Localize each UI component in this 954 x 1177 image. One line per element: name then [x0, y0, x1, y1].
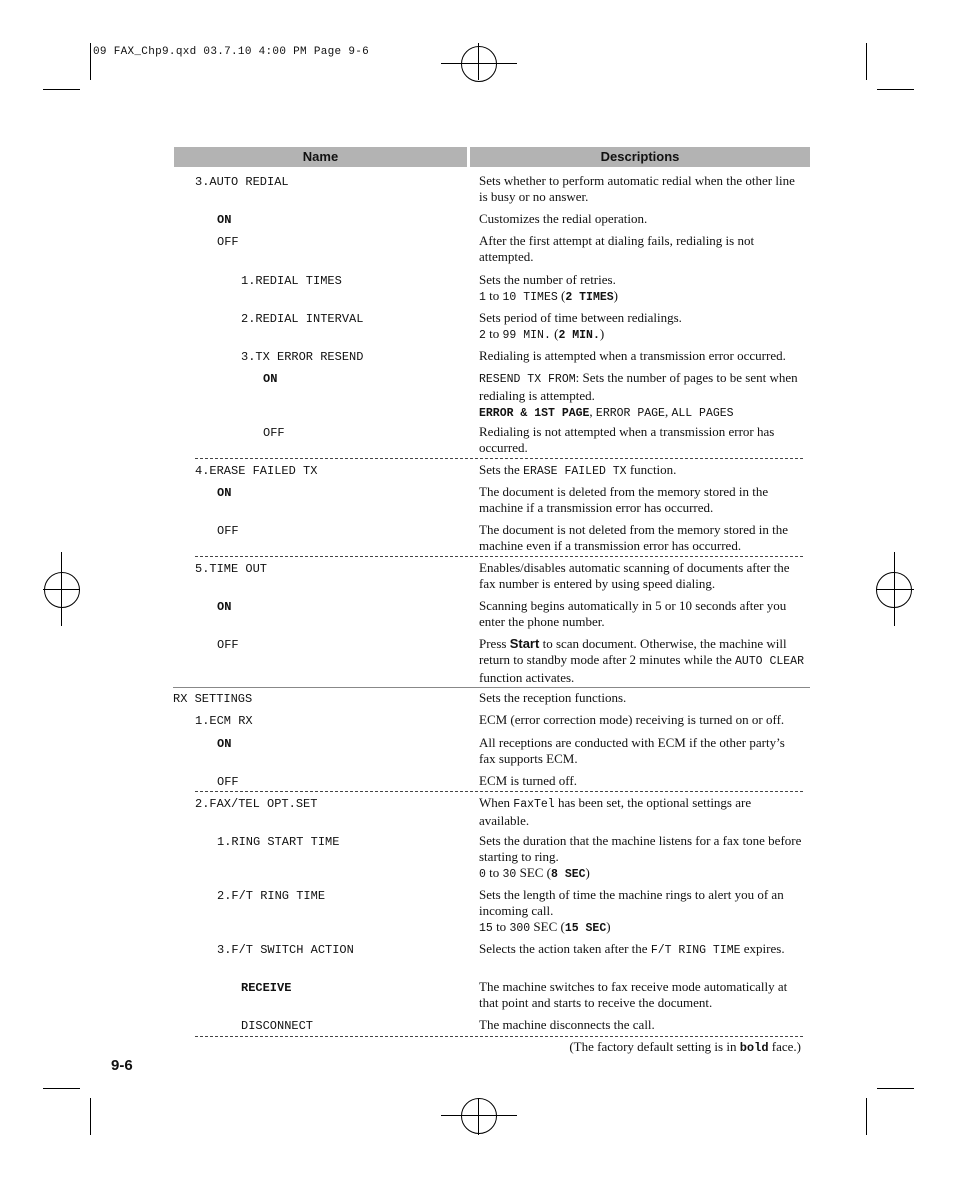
setting-description: When FaxTel has been set, the optional settings are available.: [479, 795, 752, 828]
setting-name: OFF: [217, 235, 239, 249]
setting-description: ECM (error correction mode) receiving is turned on or off.: [479, 712, 785, 727]
setting-name: ON: [217, 486, 232, 500]
setting-name: 3.F/T SWITCH ACTION: [217, 943, 354, 957]
setting-description: Enables/disables automatic scanning of documents after the fax number is entered by using speed dialing.: [479, 560, 790, 591]
setting-description: After the first attempt at dialing fails, redialing is not attempted.: [479, 233, 755, 264]
crop-mark: [43, 1088, 80, 1089]
crop-mark: [90, 43, 91, 80]
setting-name: RX SETTINGS: [173, 692, 253, 706]
row-divider: [195, 556, 803, 557]
setting-description: Sets the duration that the machine listens for a fax tone before starting to ring. 0 to 30 SEC (8 SEC): [479, 833, 802, 881]
setting-description: Selects the action taken after the F/T RING TIME expires.: [479, 941, 785, 957]
setting-name: 1.REDIAL TIMES: [241, 274, 342, 288]
setting-name: 3.AUTO REDIAL: [195, 175, 289, 189]
setting-name: OFF: [217, 638, 239, 652]
setting-name: 4.ERASE FAILED TX: [195, 464, 318, 478]
row-divider: [195, 791, 803, 792]
setting-description: RESEND TX FROM: Sets the number of pages to be sent when redialing is attempted. ERROR & 1ST PAGE, ERROR PAGE, ALL PAGES: [479, 370, 798, 420]
setting-name: 2.REDIAL INTERVAL: [241, 312, 364, 326]
setting-description: All receptions are conducted with ECM if the other party’s fax supports ECM.: [479, 735, 785, 766]
column-header-descriptions: Descriptions: [470, 147, 810, 167]
setting-description: The document is not deleted from the memory stored in the machine even if a transmission error has occurred.: [479, 522, 789, 553]
setting-description: The document is deleted from the memory stored in the machine if a transmission error has occurred.: [479, 484, 769, 515]
setting-description: Sets the ERASE FAILED TX function.: [479, 462, 677, 478]
setting-name: OFF: [217, 524, 239, 538]
crop-mark: [866, 43, 867, 80]
setting-description: Sets whether to perform automatic redial when the other line is busy or no answer.: [479, 173, 795, 204]
column-header-name: Name: [174, 147, 467, 167]
setting-description: Sets the reception functions.: [479, 690, 627, 705]
crop-mark: [877, 89, 914, 90]
setting-name: ON: [263, 372, 278, 386]
setting-name: ON: [217, 213, 232, 227]
setting-name: ON: [217, 600, 232, 614]
row-divider: [195, 458, 803, 459]
crop-mark: [90, 1098, 91, 1135]
setting-name: RECEIVE: [241, 981, 292, 995]
setting-description: Redialing is not attempted when a transmission error has occurred.: [479, 424, 775, 455]
setting-description: Sets period of time between redialings. 2 to 99 MIN. (2 MIN.): [479, 310, 682, 342]
crop-mark: [866, 1098, 867, 1135]
setting-description: Sets the length of time the machine rings to alert you of an incoming call. 15 to 300 SEC (15 SEC): [479, 887, 784, 935]
setting-description: Customizes the redial operation.: [479, 211, 648, 226]
setting-name: 2.F/T RING TIME: [217, 889, 326, 903]
setting-name: DISCONNECT: [241, 1019, 314, 1033]
setting-description: Sets the number of retries. 1 to 10 TIMES (2 TIMES): [479, 272, 618, 304]
setting-name: 3.TX ERROR RESEND: [241, 350, 364, 364]
setting-name: 1.RING START TIME: [217, 835, 340, 849]
setting-name: OFF: [217, 775, 239, 789]
setting-description: Redialing is attempted when a transmission error occurred.: [479, 348, 786, 363]
setting-description: The machine disconnects the call.: [479, 1017, 655, 1032]
setting-name: OFF: [263, 426, 285, 440]
setting-description: ECM is turned off.: [479, 773, 577, 788]
page-number: 9-6: [111, 1057, 133, 1074]
setting-description: Press Start to scan document. Otherwise, the machine will return to standby mode after 2 minutes while the AUTO CLEAR function activates.: [479, 636, 804, 685]
crop-mark: [43, 89, 80, 90]
setting-description: The machine switches to fax receive mode automatically at that point and starts to receive the document.: [479, 979, 788, 1010]
crop-mark: [877, 1088, 914, 1089]
setting-description: Scanning begins automatically in 5 or 10 seconds after you enter the phone number.: [479, 598, 787, 629]
setting-name: 2.FAX/TEL OPT.SET: [195, 797, 318, 811]
setting-name: 5.TIME OUT: [195, 562, 268, 576]
row-divider: [195, 1036, 803, 1037]
section-divider: [173, 687, 810, 688]
setting-name: 1.ECM RX: [195, 714, 253, 728]
setting-name: ON: [217, 737, 232, 751]
footnote: (The factory default setting is in bold face.): [569, 1039, 801, 1055]
file-slug: 09 FAX_Chp9.qxd 03.7.10 4:00 PM Page 9-6: [93, 46, 370, 58]
